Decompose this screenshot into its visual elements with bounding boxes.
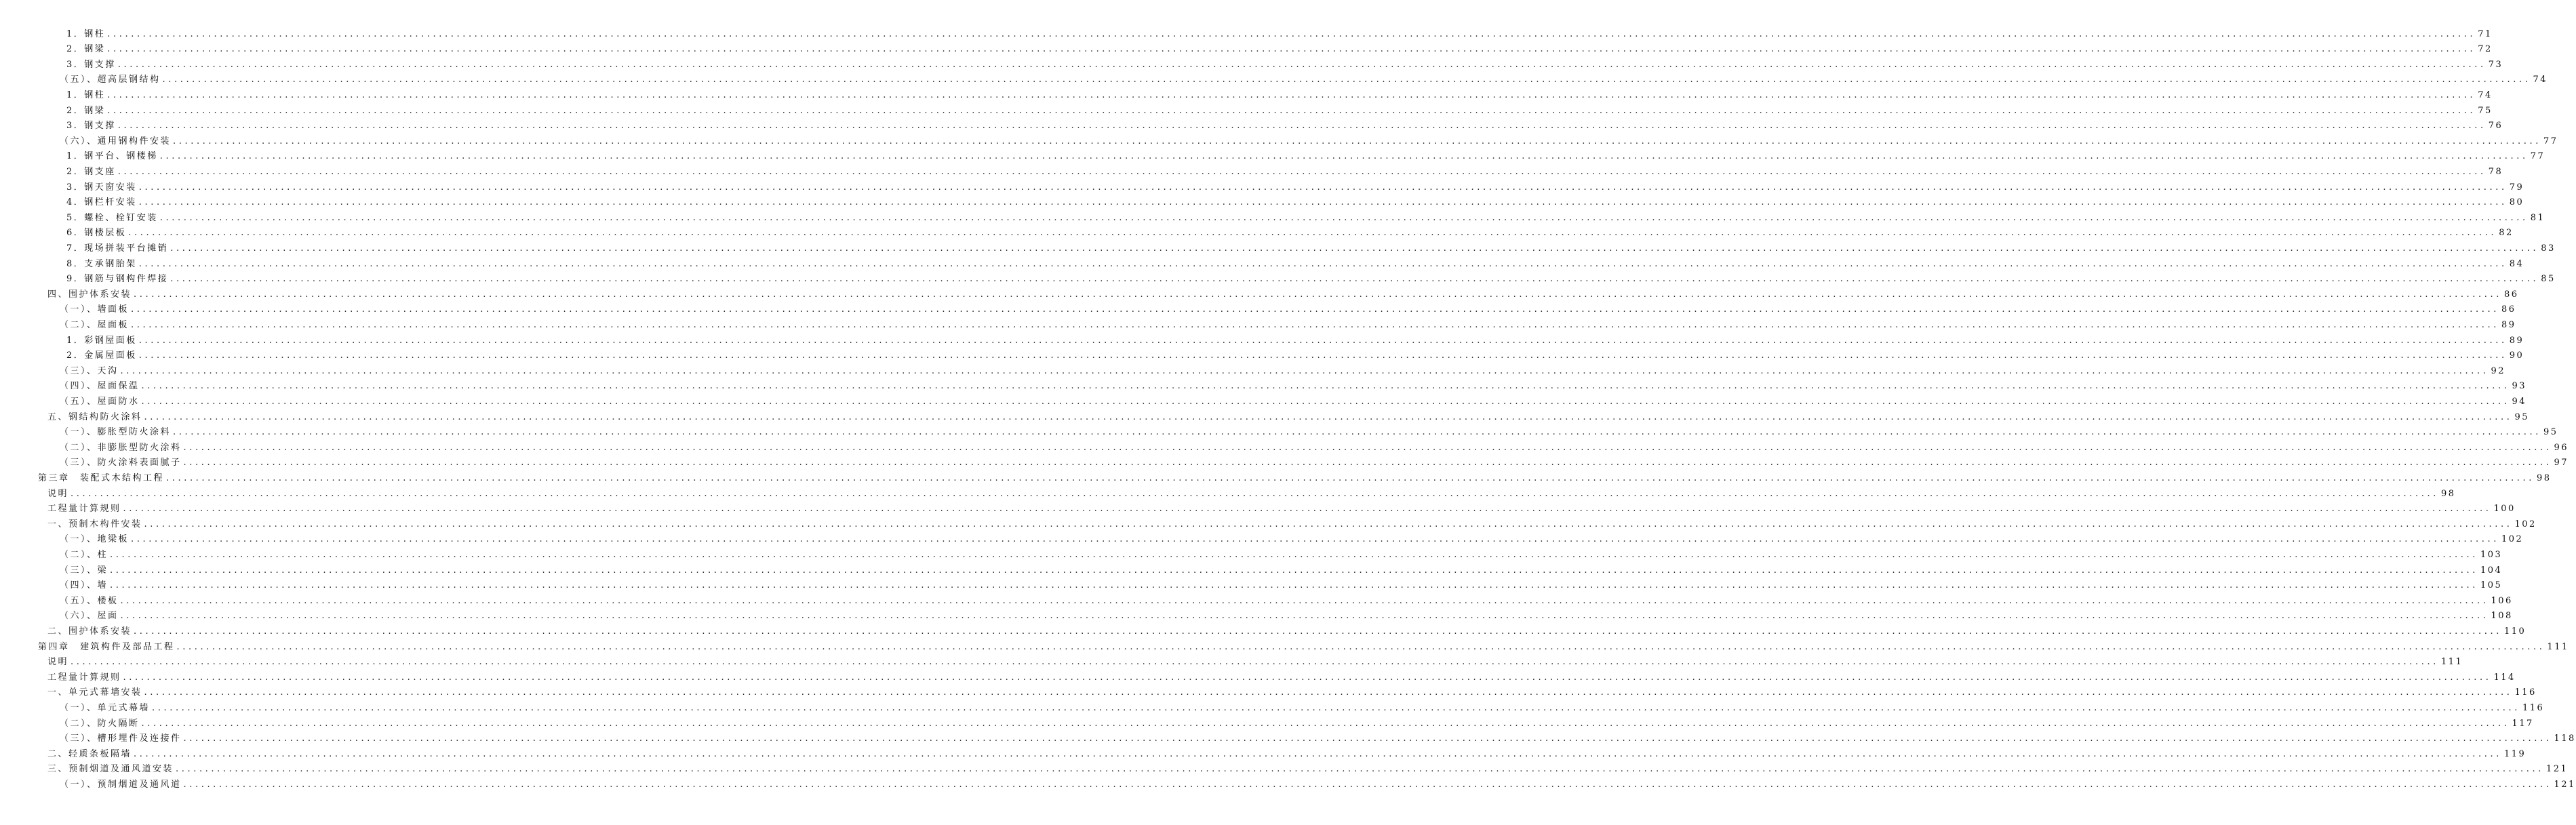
toc-entry-page-number: 102	[2501, 534, 2524, 545]
toc-entry-page-number: 111	[2440, 657, 2463, 668]
toc-entry-page-number: 79	[2509, 182, 2524, 193]
toc-entry-title: 9．钢筋与钢构件焊接	[66, 274, 169, 285]
dot-leader: ................................................................................................................................................................................................................................................................................................................................................................................................................	[123, 504, 2492, 515]
dot-leader: ................................................................................................................................................................................................................................................................................................................................................................................................................	[152, 702, 2520, 713]
toc-entry[interactable]	[47, 686, 2537, 700]
toc-entry-page-number: 114	[2493, 672, 2516, 683]
dot-leader: ................................................................................................................................................................................................................................................................................................................................................................................................................	[159, 212, 2529, 223]
toc-entry-page-number: 85	[2541, 274, 2556, 285]
toc-entry-page-number: 86	[2501, 304, 2516, 315]
toc-entry-title: （三）、槽形埋件及连接件	[60, 733, 182, 744]
toc-entry-title: 3．钢支撑	[66, 121, 116, 132]
toc-entry-page-number: 94	[2512, 396, 2527, 407]
dot-leader: ................................................................................................................................................................................................................................................................................................................................................................................................................	[183, 442, 2552, 453]
toc-entry-title: 工程量计算规则	[47, 504, 121, 515]
toc-entry-title: 三、预制烟道及通风道安装	[47, 764, 174, 775]
toc-entry[interactable]	[47, 656, 2463, 669]
toc-entry[interactable]	[66, 226, 2514, 240]
dot-leader: ................................................................................................................................................................................................................................................................................................................................................................................................................	[107, 105, 2476, 116]
toc-entry[interactable]	[47, 625, 2527, 639]
dot-leader: ................................................................................................................................................................................................................................................................................................................................................................................................................	[110, 580, 2478, 591]
toc-entry[interactable]	[66, 212, 2545, 225]
toc-entry[interactable]	[47, 748, 2527, 761]
toc-entry-page-number: 84	[2509, 258, 2524, 269]
toc-entry[interactable]	[47, 518, 2537, 531]
toc-entry-page-number: 98	[2440, 488, 2456, 499]
dot-leader: ................................................................................................................................................................................................................................................................................................................................................................................................................	[117, 59, 2486, 70]
toc-entry[interactable]	[60, 73, 2548, 87]
toc-entry[interactable]	[66, 181, 2524, 195]
toc-entry[interactable]	[60, 135, 2558, 148]
toc-entry-page-number: 77	[2543, 136, 2558, 146]
toc-entry-page-number: 83	[2541, 243, 2556, 254]
toc-entry[interactable]	[60, 609, 2513, 623]
toc-entry-page-number: 86	[2503, 289, 2519, 300]
toc-entry-title: 1．钢平台、钢楼梯	[66, 151, 158, 162]
toc-entry[interactable]	[60, 732, 2576, 746]
toc-entry-title: 一、预制木构件安装	[47, 519, 142, 529]
dot-leader: ................................................................................................................................................................................................................................................................................................................................................................................................................	[123, 672, 2492, 683]
toc-entry-page-number: 77	[2530, 151, 2545, 162]
toc-entry-title: （五）、超高层钢结构	[60, 75, 161, 85]
toc-entry-title: 说明	[47, 657, 69, 668]
dot-leader: ................................................................................................................................................................................................................................................................................................................................................................................................................	[170, 243, 2539, 254]
dot-leader: ................................................................................................................................................................................................................................................................................................................................................................................................................	[120, 365, 2489, 376]
toc-entry-title: 第四章 建筑构件及部品工程	[38, 641, 175, 652]
toc-entry-page-number: 116	[2522, 702, 2545, 713]
toc-entry-page-number: 97	[2554, 458, 2569, 468]
dot-leader: ................................................................................................................................................................................................................................................................................................................................................................................................................	[176, 764, 2544, 775]
toc-entry[interactable]	[60, 717, 2534, 731]
toc-entry-page-number: 119	[2503, 748, 2527, 759]
toc-entry-title: （四）、屋面保温	[60, 381, 140, 392]
toc-entry-page-number: 78	[2488, 166, 2503, 177]
toc-entry[interactable]	[66, 89, 2493, 102]
toc-entry-page-number: 76	[2488, 121, 2503, 132]
toc-entry-title: 6．钢楼层板	[66, 228, 127, 239]
toc-entry-title: 1．钢柱	[66, 28, 106, 39]
toc-entry-page-number: 82	[2499, 228, 2514, 239]
toc-entry-page-number: 89	[2509, 335, 2524, 346]
toc-entry-title: 工程量计算规则	[47, 672, 121, 683]
toc-entry[interactable]	[60, 380, 2527, 393]
dot-leader: ................................................................................................................................................................................................................................................................................................................................................................................................................	[176, 641, 2545, 652]
toc-entry-title: 二、围护体系安装	[47, 626, 132, 637]
toc-entry-page-number: 93	[2512, 381, 2527, 392]
dot-leader: ................................................................................................................................................................................................................................................................................................................................................................................................................	[141, 381, 2510, 392]
toc-entry[interactable]	[60, 595, 2513, 608]
toc-entry[interactable]	[66, 334, 2524, 348]
toc-entry-page-number: 74	[2533, 75, 2548, 85]
dot-leader: ................................................................................................................................................................................................................................................................................................................................................................................................................	[173, 427, 2541, 438]
toc-entry-title: 7．现场拼装平台摊销	[66, 243, 169, 254]
dot-leader: ................................................................................................................................................................................................................................................................................................................................................................................................................	[131, 304, 2499, 315]
toc-entry-page-number: 118	[2554, 733, 2576, 744]
toc-entry[interactable]	[60, 702, 2545, 715]
toc-entry[interactable]	[60, 319, 2516, 332]
toc-entry-page-number: 103	[2480, 549, 2503, 560]
toc-entry-title: （三）、防火涂料表面腻子	[60, 458, 182, 468]
toc-entry[interactable]	[66, 165, 2503, 179]
dot-leader: ................................................................................................................................................................................................................................................................................................................................................................................................................	[138, 335, 2508, 346]
toc-entry[interactable]	[60, 441, 2569, 455]
dot-leader: ................................................................................................................................................................................................................................................................................................................................................................................................................	[117, 166, 2486, 177]
toc-entry[interactable]	[60, 533, 2524, 546]
toc-entry-title: 1．彩钢屋面板	[66, 335, 137, 346]
toc-entry-title: 5．螺栓、栓钉安装	[66, 212, 158, 223]
toc-entry-title: 1．钢柱	[66, 89, 106, 100]
dot-leader: ................................................................................................................................................................................................................................................................................................................................................................................................................	[110, 549, 2478, 560]
dot-leader: ................................................................................................................................................................................................................................................................................................................................................................................................................	[144, 687, 2513, 698]
toc-entry-page-number: 106	[2491, 595, 2513, 606]
toc-entry[interactable]	[66, 349, 2524, 363]
toc-entry-title: （六）、屋面	[60, 611, 119, 622]
toc-entry-title: 8．支承钢胎架	[66, 258, 137, 269]
toc-entry[interactable]	[66, 150, 2545, 163]
toc-entry-title: 4．钢栏杆安装	[66, 197, 137, 208]
toc-entry[interactable]	[66, 258, 2524, 271]
toc-entry-title: （四）、墙	[60, 580, 108, 591]
toc-entry-title: 3．钢支撑	[66, 59, 116, 70]
dot-leader: ................................................................................................................................................................................................................................................................................................................................................................................................................	[141, 718, 2510, 729]
toc-entry[interactable]	[60, 426, 2558, 439]
dot-leader: ................................................................................................................................................................................................................................................................................................................................................................................................................	[134, 289, 2502, 300]
toc-entry[interactable]	[66, 196, 2524, 209]
toc-entry-page-number: 81	[2530, 212, 2545, 223]
toc-entry-title: 四、围护体系安装	[47, 289, 132, 300]
dot-leader: ................................................................................................................................................................................................................................................................................................................................................................................................................	[107, 28, 2476, 39]
toc-entry[interactable]	[66, 104, 2493, 118]
toc-entry-page-number: 72	[2478, 44, 2493, 55]
dot-leader: ................................................................................................................................................................................................................................................................................................................................................................................................................	[110, 565, 2478, 576]
toc-entry-title: （一）、膨胀型防火涂料	[60, 427, 172, 438]
dot-leader: ................................................................................................................................................................................................................................................................................................................................................................................................................	[138, 182, 2508, 193]
toc-entry-page-number: 108	[2491, 611, 2513, 622]
toc-entry-page-number: 102	[2514, 519, 2537, 529]
dot-leader: ................................................................................................................................................................................................................................................................................................................................................................................................................	[71, 488, 2439, 499]
toc-entry-page-number: 98	[2536, 472, 2552, 483]
toc-entry[interactable]	[66, 28, 2493, 41]
dot-leader: ................................................................................................................................................................................................................................................................................................................................................................................................................	[183, 458, 2552, 468]
toc-entry[interactable]	[60, 778, 2576, 792]
toc-entry-page-number: 110	[2503, 626, 2527, 637]
dot-leader: ................................................................................................................................................................................................................................................................................................................................................................................................................	[134, 748, 2502, 759]
toc-entry-title: （二）、屋面板	[60, 319, 130, 330]
toc-entry-title: （一）、预制烟道及通风道	[60, 779, 182, 790]
dot-leader: ................................................................................................................................................................................................................................................................................................................................................................................................................	[170, 274, 2539, 285]
toc-entry-title: （一）、墙面板	[60, 304, 130, 315]
toc-entry-title: 2．钢支座	[66, 166, 116, 177]
toc-entry-title: 一、单元式幕墙安装	[47, 687, 142, 698]
dot-leader: ................................................................................................................................................................................................................................................................................................................................................................................................................	[141, 396, 2510, 407]
dot-leader: ................................................................................................................................................................................................................................................................................................................................................................................................................	[144, 411, 2513, 422]
toc-entry[interactable]	[47, 671, 2516, 685]
toc-entry-title: （三）、天沟	[60, 365, 119, 376]
toc-entry[interactable]	[47, 763, 2569, 776]
toc-entry[interactable]	[47, 411, 2529, 424]
toc-entry-title: 五、钢结构防火涂料	[47, 411, 142, 422]
dot-leader: ................................................................................................................................................................................................................................................................................................................................................................................................................	[134, 626, 2502, 637]
toc-entry-title: （一）、单元式幕墙	[60, 702, 151, 713]
toc-entry-title: （五）、屋面防水	[60, 396, 140, 407]
dot-leader: ................................................................................................................................................................................................................................................................................................................................................................................................................	[120, 611, 2489, 622]
dot-leader: ................................................................................................................................................................................................................................................................................................................................................................................................................	[162, 75, 2531, 85]
toc-entry-page-number: 89	[2501, 319, 2516, 330]
toc-entry-page-number: 121	[2545, 764, 2569, 775]
toc-entry[interactable]	[66, 58, 2503, 72]
toc-entry[interactable]	[60, 548, 2503, 562]
toc-entry[interactable]	[38, 472, 2552, 485]
toc-entry[interactable]	[60, 303, 2516, 317]
toc-entry-page-number: 111	[2547, 641, 2569, 652]
toc-entry-page-number: 74	[2478, 89, 2493, 100]
toc-entry-page-number: 95	[2514, 411, 2529, 422]
toc-entry-page-number: 75	[2478, 105, 2493, 116]
toc-entry-title: （一）、地梁板	[60, 534, 130, 545]
toc-entry-title: 二、轻质条板隔墙	[47, 748, 132, 759]
dot-leader: ................................................................................................................................................................................................................................................................................................................................................................................................................	[71, 657, 2439, 668]
dot-leader: ................................................................................................................................................................................................................................................................................................................................................................................................................	[128, 228, 2497, 239]
toc-entry-page-number: 105	[2480, 580, 2503, 591]
toc-entry[interactable]	[66, 242, 2556, 256]
toc-entry[interactable]	[38, 641, 2569, 654]
toc-entry-page-number: 71	[2478, 28, 2493, 39]
toc-entry-title: 第三章 装配式木结构工程	[38, 472, 165, 483]
dot-leader: ................................................................................................................................................................................................................................................................................................................................................................................................................	[183, 733, 2552, 744]
toc-entry-title: 2．钢梁	[66, 44, 106, 55]
toc-entry-title: （二）、防火隔断	[60, 718, 140, 729]
toc-entry-title: （二）、柱	[60, 549, 108, 560]
toc-entry-title: （五）、楼板	[60, 595, 119, 606]
toc-entry-title: （六）、通用钢构件安装	[60, 136, 172, 146]
dot-leader: ................................................................................................................................................................................................................................................................................................................................................................................................................	[159, 151, 2529, 162]
toc-entry[interactable]	[47, 288, 2519, 302]
toc-entry[interactable]	[66, 43, 2493, 56]
dot-leader: ................................................................................................................................................................................................................................................................................................................................................................................................................	[131, 319, 2499, 330]
toc-entry[interactable]	[66, 273, 2556, 286]
dot-leader: ................................................................................................................................................................................................................................................................................................................................................................................................................	[183, 779, 2552, 790]
toc-entry[interactable]	[47, 487, 2456, 501]
dot-leader: ................................................................................................................................................................................................................................................................................................................................................................................................................	[138, 197, 2508, 208]
toc-entry-title: （三）、梁	[60, 565, 108, 576]
toc-entry[interactable]	[60, 365, 2505, 378]
dot-leader: ................................................................................................................................................................................................................................................................................................................................................................................................................	[131, 534, 2499, 545]
dot-leader: ................................................................................................................................................................................................................................................................................................................................................................................................................	[107, 44, 2476, 55]
toc-entry-page-number: 95	[2543, 427, 2558, 438]
toc-entry[interactable]	[60, 579, 2503, 592]
dot-leader: ................................................................................................................................................................................................................................................................................................................................................................................................................	[138, 258, 2508, 269]
toc-entry[interactable]	[47, 502, 2516, 516]
toc-entry-page-number: 121	[2554, 779, 2576, 790]
toc-entry-title: （二）、非膨胀型防火涂料	[60, 442, 182, 453]
toc-entry-page-number: 90	[2509, 350, 2524, 361]
toc-entry-title: 3．钢天窗安装	[66, 182, 137, 193]
toc-entry-page-number: 117	[2512, 718, 2534, 729]
toc-entry-title: 说明	[47, 488, 69, 499]
toc-entry[interactable]	[60, 456, 2569, 470]
toc-entry-page-number: 100	[2493, 504, 2516, 515]
toc-entry-title: 2．钢梁	[66, 105, 106, 116]
dot-leader: ................................................................................................................................................................................................................................................................................................................................................................................................................	[144, 519, 2513, 529]
dot-leader: ................................................................................................................................................................................................................................................................................................................................................................................................................	[107, 89, 2476, 100]
dot-leader: ................................................................................................................................................................................................................................................................................................................................................................................................................	[138, 350, 2508, 361]
dot-leader: ................................................................................................................................................................................................................................................................................................................................................................................................................	[173, 136, 2541, 146]
dot-leader: ................................................................................................................................................................................................................................................................................................................................................................................................................	[120, 595, 2489, 606]
dot-leader: ................................................................................................................................................................................................................................................................................................................................................................................................................	[117, 121, 2486, 132]
toc-entry-page-number: 73	[2488, 59, 2503, 70]
toc-entry[interactable]	[60, 395, 2527, 409]
toc-entry[interactable]	[60, 564, 2503, 578]
toc-entry-page-number: 92	[2491, 365, 2505, 376]
toc-entry-page-number: 104	[2480, 565, 2503, 576]
dot-leader: ................................................................................................................................................................................................................................................................................................................................................................................................................	[166, 472, 2535, 483]
toc-entry-page-number: 96	[2554, 442, 2569, 453]
toc-entry[interactable]	[66, 119, 2503, 133]
toc-entry-page-number: 116	[2514, 687, 2537, 698]
toc-entry-page-number: 80	[2509, 197, 2524, 208]
toc-entry-title: 2．金属屋面板	[66, 350, 137, 361]
